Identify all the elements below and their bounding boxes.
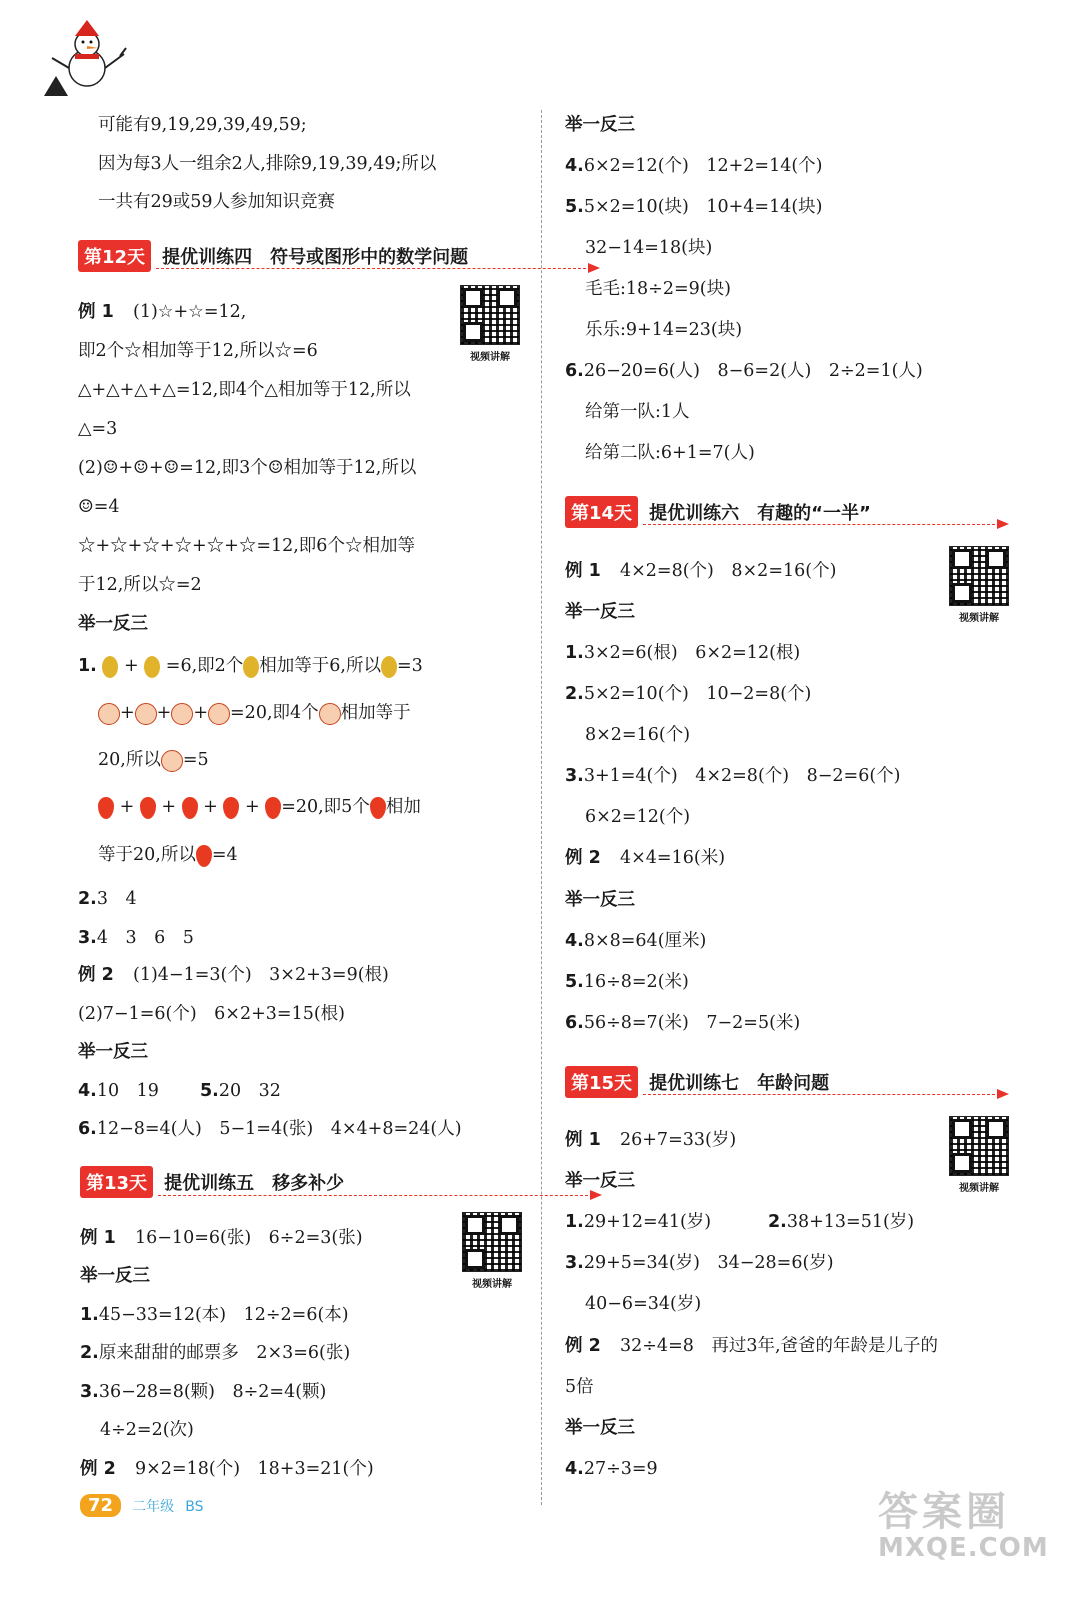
day13-title: 提优训练五 移多补少 <box>164 1173 345 1194</box>
qr-code-icon <box>949 546 1009 606</box>
r-q5-line-3: 毛毛:18÷2=9(块) <box>585 279 731 299</box>
pineapple-icon <box>144 656 160 678</box>
qr-code-day15[interactable] <box>949 1116 1009 1194</box>
d14-q3 <box>565 764 900 788</box>
q1-line-5 <box>98 843 238 867</box>
ex1-line-3: △+△+△+△=12,即4个△相加等于12,所以 <box>78 380 411 400</box>
qr-code-icon <box>949 1116 1009 1176</box>
day15-badge: 第15天 <box>565 1066 638 1098</box>
q1-line1-text: =6,即2个 <box>165 656 244 676</box>
d15-q2-number: 2. <box>768 1212 787 1232</box>
q5 <box>200 1079 281 1103</box>
d15-q3-text: 29+5=34(岁) 34−28=6(岁) <box>583 1253 834 1273</box>
d14-q5 <box>565 970 689 994</box>
ex2-line-2: (2)7−1=6(个) 6×2+3=15(根) <box>78 1004 345 1024</box>
intro-line-2: 因为每3人一组余2人,排除9,19,39,49;所以 <box>98 154 437 174</box>
q1-line2-tail: 相加等于 <box>340 703 411 723</box>
q3-number: 3. <box>78 928 97 948</box>
d13-ex2-label: 例 2 <box>80 1459 116 1479</box>
d13-ex1: 16−10=6(张) 6÷2=3(张) <box>135 1228 363 1248</box>
d13-q2 <box>80 1341 350 1365</box>
d15-ex1-label: 例 1 <box>565 1130 601 1150</box>
d14-ex1-label: 例 1 <box>565 561 601 581</box>
d13-q1-text: 45−33=12(本) 12÷2=6(本) <box>98 1305 349 1325</box>
strawberry-icon <box>370 797 386 819</box>
day15-title: 提优训练七 年龄问题 <box>649 1073 830 1094</box>
d14-q1-number: 1. <box>565 643 584 663</box>
page-number: 72 <box>80 1494 121 1517</box>
ex2-line-1: (1)4−1=3(个) 3×2+3=9(根) <box>133 965 389 985</box>
qr-label: 视频讲解 <box>470 352 510 363</box>
qr-label: 视频讲解 <box>959 613 999 624</box>
apple-icon <box>161 750 183 772</box>
ex2-label: 例 2 <box>78 965 114 985</box>
ex1-line-6: ☺=4 <box>78 497 120 517</box>
day15-header <box>565 1066 829 1096</box>
q1-line2-text: =20,即4个 <box>230 703 319 723</box>
pineapple-icon <box>102 656 118 678</box>
d15-practice-heading-2: 举一反三 <box>565 1418 635 1438</box>
d15-q4 <box>565 1457 658 1481</box>
strawberry-icon <box>196 845 212 867</box>
q4-number: 4. <box>78 1081 97 1101</box>
r-q6-line-2: 给第一队:1人 <box>585 402 690 422</box>
d13-q3-text: 36−28=8(颗) 8÷2=4(颗) <box>98 1382 327 1402</box>
r-q5 <box>565 195 823 219</box>
practice-heading-1: 举一反三 <box>78 614 148 634</box>
intro-line-3: 一共有29或59人参加知识竞赛 <box>98 192 336 212</box>
q1-line1-end: =3 <box>396 656 423 676</box>
qr-label: 视频讲解 <box>959 1183 999 1194</box>
q1-line-4: + + + + =20,即5个 相加 <box>98 795 421 819</box>
d15-q1-text: 29+12=41(岁) <box>583 1212 712 1232</box>
d15-q4-number: 4. <box>565 1459 584 1479</box>
r-q6-number: 6. <box>565 361 584 381</box>
d13-ex1-label: 例 1 <box>80 1228 116 1248</box>
q1-line5-text: 等于20,所以 <box>98 845 196 865</box>
q1-line5-end: =4 <box>211 845 238 865</box>
d14-ex1: 4×2=8(个) 8×2=16(个) <box>620 561 837 581</box>
d15-ex2-line-2: 5倍 <box>565 1377 594 1397</box>
d14-q3-text: 3+1=4(个) 4×2=8(个) 8−2=6(个) <box>583 766 901 786</box>
d13-q1 <box>80 1303 349 1327</box>
d14-q5-text: 16÷8=2(米) <box>583 972 689 992</box>
d14-q4-text: 8×8=64(厘米) <box>583 931 707 951</box>
q2-number: 2. <box>78 889 97 909</box>
day13-header <box>80 1166 344 1196</box>
q2-text: 3 4 <box>96 889 137 909</box>
apple-icon <box>208 703 230 725</box>
r-q5-text: 5×2=10(块) 10+4=14(块) <box>583 197 823 217</box>
d15-q1 <box>565 1210 711 1234</box>
day14-arrow-icon <box>997 519 1009 529</box>
column-divider <box>541 110 542 1505</box>
day12-badge: 第12天 <box>78 240 151 272</box>
day15-arrow-icon <box>997 1089 1009 1099</box>
d14-q6-number: 6. <box>565 1013 584 1033</box>
q4-text: 10 19 <box>96 1081 159 1101</box>
d15-q3 <box>565 1251 834 1275</box>
strawberry-icon <box>265 797 281 819</box>
d15-q1-number: 1. <box>565 1212 584 1232</box>
d14-practice-heading-1: 举一反三 <box>565 602 635 622</box>
q1-line-2: + + + =20,即4个 相加等于 <box>98 701 411 725</box>
strawberry-icon <box>223 797 239 819</box>
d14-q6 <box>565 1011 800 1035</box>
ex1-line-7: ☆+☆+☆+☆+☆+☆=12,即6个☆相加等 <box>78 536 415 556</box>
q6-text: 12−8=4(人) 5−1=4(张) 4×4+8=24(人) <box>96 1119 462 1139</box>
d15-q4-text: 27÷3=9 <box>583 1459 658 1479</box>
d14-q5-number: 5. <box>565 972 584 992</box>
d14-q6-text: 56÷8=7(米) 7−2=5(米) <box>583 1013 801 1033</box>
d14-practice-heading-2: 举一反三 <box>565 890 635 910</box>
qr-code-icon <box>460 285 520 345</box>
q1-line-3 <box>98 748 209 772</box>
d14-q2-line-2: 8×2=16(个) <box>585 725 691 745</box>
day14-underline <box>643 524 995 525</box>
d14-q2-number: 2. <box>565 684 584 704</box>
strawberry-icon <box>140 797 156 819</box>
day14-title: 提优训练六 有趣的“一半” <box>649 503 871 524</box>
r-q4-number: 4. <box>565 156 584 176</box>
r-q4-text: 6×2=12(个) 12+2=14(个) <box>583 156 823 176</box>
d14-q3-number: 3. <box>565 766 584 786</box>
q3-text: 4 3 6 5 <box>96 928 194 948</box>
strawberry-icon <box>182 797 198 819</box>
d13-ex2: 9×2=18(个) 18+3=21(个) <box>135 1459 374 1479</box>
practice-heading-3: 举一反三 <box>80 1266 150 1286</box>
ex1-line-2: 即2个☆相加等于12,所以☆=6 <box>78 341 318 361</box>
d15-q3-number: 3. <box>565 1253 584 1273</box>
day12-header <box>78 240 468 270</box>
watermark-url: MXQE.COM <box>878 1533 1049 1563</box>
d15-q3-line-2: 40−6=34(岁) <box>585 1294 702 1314</box>
q6-number: 6. <box>78 1119 97 1139</box>
d14-ex2: 4×4=16(米) <box>620 848 726 868</box>
d14-ex2-label: 例 2 <box>565 848 601 868</box>
r-q6-line-3: 给第二队:6+1=7(人) <box>585 443 755 463</box>
practice-heading-2: 举一反三 <box>78 1042 148 1062</box>
apple-icon <box>319 703 341 725</box>
q6 <box>78 1117 462 1141</box>
day14-header <box>565 496 871 526</box>
qr-code-day14[interactable] <box>949 546 1009 624</box>
apple-icon <box>171 703 193 725</box>
q3 <box>78 926 194 950</box>
d13-q3 <box>80 1380 326 1404</box>
d13-q2-number: 2. <box>80 1343 99 1363</box>
d13-q1-number: 1. <box>80 1305 99 1325</box>
day15-underline <box>643 1094 995 1095</box>
d14-q2-text: 5×2=10(个) 10−2=8(个) <box>583 684 812 704</box>
d14-q3-line-2: 6×2=12(个) <box>585 807 691 827</box>
d13-q3-line-2: 4÷2=2(次) <box>100 1420 194 1440</box>
day12-arrow-icon <box>588 263 600 273</box>
ex1-line-5: (2)☺+☺+☺=12,即3个☺相加等于12,所以 <box>78 458 417 478</box>
grade-label: 二年级 <box>132 1499 175 1515</box>
qr-code-day12[interactable] <box>460 285 520 363</box>
ex1-line-1: (1)☆+☆=12, <box>133 302 247 322</box>
r-q6 <box>565 359 923 383</box>
snowman-decoration <box>42 18 132 98</box>
d14-q4 <box>565 929 706 953</box>
pineapple-icon <box>243 656 259 678</box>
day12-title: 提优训练四 符号或图形中的数学问题 <box>162 247 469 268</box>
q5-text: 20 32 <box>218 1081 281 1101</box>
d15-ex1: 26+7=33(岁) <box>620 1130 737 1150</box>
r-q4 <box>565 154 823 178</box>
day13-underline <box>158 1195 588 1196</box>
watermark-logo: 答案圈 <box>878 1489 1010 1535</box>
d15-practice-heading-1: 举一反三 <box>565 1171 635 1191</box>
qr-code-day13[interactable] <box>462 1212 522 1290</box>
page-footer <box>80 1494 204 1517</box>
q1-line4-tail: 相加 <box>385 797 421 817</box>
intro-line-1: 可能有9,19,29,39,49,59; <box>98 115 307 135</box>
pineapple-icon <box>381 656 397 678</box>
d14-q1-text: 3×2=6(根) 6×2=12(根) <box>583 643 801 663</box>
q5-number: 5. <box>200 1081 219 1101</box>
q1-line3-end: =5 <box>182 750 209 770</box>
day13-badge: 第13天 <box>80 1166 153 1198</box>
ex1-line-8: 于12,所以☆=2 <box>78 575 202 595</box>
q1-number: 1. <box>78 656 97 676</box>
edition-label: BS <box>185 1499 204 1515</box>
watermark <box>878 1480 1049 1563</box>
apple-icon <box>98 703 120 725</box>
d13-q2-text: 原来甜甜的邮票多 2×3=6(张) <box>98 1343 351 1363</box>
qr-label: 视频讲解 <box>472 1279 512 1290</box>
ex1-line-4: △=3 <box>78 419 118 439</box>
r-q5-line-2: 32−14=18(块) <box>585 238 713 258</box>
d13-q3-number: 3. <box>80 1382 99 1402</box>
q4 <box>78 1079 159 1103</box>
r-q5-line-4: 乐乐:9+14=23(块) <box>585 320 743 340</box>
d15-q2 <box>768 1210 914 1234</box>
day12-underline <box>156 268 586 269</box>
d15-ex2: 32÷4=8 再过3年,爸爸的年龄是儿子的 <box>620 1336 939 1356</box>
strawberry-icon <box>98 797 114 819</box>
r-practice-heading-top: 举一反三 <box>565 115 635 135</box>
q1-line1-tail: 相加等于6,所以 <box>259 656 381 676</box>
apple-icon <box>135 703 157 725</box>
r-q6-text: 26−20=6(人) 8−6=2(人) 2÷2=1(人) <box>583 361 923 381</box>
q1-line4-text: =20,即5个 <box>281 797 370 817</box>
q2 <box>78 887 137 911</box>
qr-code-icon <box>462 1212 522 1272</box>
d14-q4-number: 4. <box>565 931 584 951</box>
ex1-label: 例 1 <box>78 302 114 322</box>
d15-q2-text: 38+13=51(岁) <box>786 1212 915 1232</box>
r-q5-number: 5. <box>565 197 584 217</box>
q1-line3-text: 20,所以 <box>98 750 161 770</box>
day14-badge: 第14天 <box>565 496 638 528</box>
d15-ex2-label: 例 2 <box>565 1336 601 1356</box>
d14-q1 <box>565 641 800 665</box>
q1-line-1: 1. + =6,即2个 相加等于6,所以 =3 <box>78 656 423 676</box>
d14-q2 <box>565 682 811 706</box>
